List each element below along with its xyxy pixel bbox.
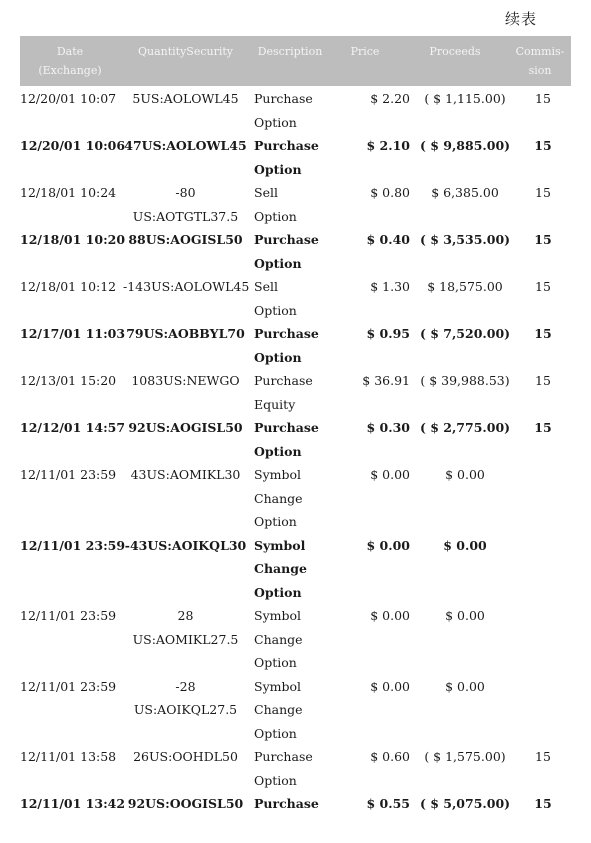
cell-date: 12/11/01 23:59 (20, 678, 117, 694)
cell-description: Purchase (254, 749, 313, 764)
cell-proceeds: $ 18,575.00 (427, 279, 503, 294)
cell-date: 12/11/01 13:42 (20, 796, 126, 811)
cell-proceeds: $ 0.00 (445, 608, 485, 623)
cell-description: Sell (254, 279, 278, 294)
cell-description: Option (254, 725, 297, 741)
cell-quantity: -143US:AOLOWL45 (123, 279, 250, 294)
cell-quantity: 5US:AOLOWL45 (132, 91, 239, 106)
cell-description: Option (254, 255, 302, 271)
header-commission-line1: Commis- (515, 45, 565, 58)
continued-label: 续表 (505, 10, 538, 28)
cell-price: $ 1.30 (370, 279, 410, 294)
cell-price: $ 0.30 (366, 420, 410, 435)
cell-description: Equity (254, 396, 296, 412)
cell-proceeds: $ 0.00 (445, 678, 485, 694)
cell-description: Purchase (254, 796, 319, 811)
cell-description: Purchase (254, 232, 319, 247)
table-header (20, 36, 571, 86)
cell-description: Option (254, 443, 302, 459)
cell-quantity: 88US:AOGISL50 (128, 232, 243, 247)
header-quantity: QuantitySecurity (137, 45, 234, 58)
cell-commission: 15 (534, 138, 552, 153)
header-date (20, 42, 120, 80)
cell-proceeds: $ 0.00 (443, 537, 487, 553)
cell-date: 12/18/01 10:24 (20, 185, 117, 200)
header-date-line2: (Exchange) (38, 64, 102, 77)
cell-description: Purchase (254, 326, 319, 341)
cell-proceeds: ( $ 9,885.00) (419, 138, 511, 153)
cell-commission: 15 (535, 373, 551, 388)
header-commission (510, 42, 570, 80)
cell-date: 12/11/01 23:59 (20, 537, 126, 553)
cell-quantity: 43US:AOMIKL30 (130, 467, 241, 482)
cell-proceeds: ( $ 3,535.00) (419, 232, 511, 247)
cell-date: 12/18/01 10:12 (20, 279, 117, 294)
cell-date: 12/18/01 10:20 (20, 232, 126, 247)
cell-proceeds: ( $ 1,575.00) (424, 749, 506, 764)
cell-proceeds: ( $ 7,520.00) (419, 326, 511, 341)
cell-price: $ 0.95 (366, 326, 410, 341)
cell-description: Option (254, 772, 297, 788)
header-commission-line2: sion (528, 64, 552, 77)
cell-description: Option (254, 349, 302, 365)
cell-price: $ 0.00 (370, 678, 410, 694)
header-proceeds: Proceeds (429, 45, 481, 58)
cell-quantity: 28 (177, 608, 194, 623)
cell-price: $ 0.60 (370, 749, 410, 764)
cell-commission: 15 (534, 796, 552, 811)
cell-price: $ 0.40 (366, 232, 410, 247)
cell-quantity: 47US:AOLOWL45 (124, 138, 247, 153)
cell-description: Purchase (254, 420, 319, 435)
cell-description: Option (254, 302, 297, 318)
cell-commission: 15 (535, 749, 551, 764)
cell-description: Purchase (254, 138, 319, 153)
cell-date: 12/20/01 10:07 (20, 91, 117, 106)
cell-price: $ 2.10 (366, 138, 410, 153)
cell-commission: 15 (535, 91, 551, 106)
cell-quantity: 1083US:NEWGO (131, 373, 240, 388)
cell-commission: 15 (534, 232, 552, 247)
cell-commission: 15 (535, 279, 551, 294)
cell-description: Sell (254, 185, 278, 200)
cell-description: Option (254, 114, 297, 130)
cell-commission: 15 (534, 326, 552, 341)
cell-quantity: 26US:OOHDL50 (133, 749, 238, 764)
cell-quantity: 92US:OOGISL50 (127, 796, 244, 811)
cell-quantity: 92US:AOGISL50 (128, 420, 243, 435)
cell-description: Purchase (254, 373, 313, 388)
cell-quantity: -28 (175, 678, 196, 694)
cell-proceeds: ( $ 1,115.00) (424, 91, 506, 106)
cell-quantity: -43US:AOIKQL30 (124, 537, 247, 553)
cell-proceeds: ( $ 5,075.00) (419, 796, 511, 811)
cell-price: $ 36.91 (362, 373, 410, 388)
cell-description: Symbol (254, 678, 302, 694)
cell-description: Option (254, 208, 297, 224)
cell-proceeds: ( $ 2,775.00) (419, 420, 511, 435)
cell-description: Symbol (254, 467, 302, 482)
cell-date: 12/11/01 23:59 (20, 608, 117, 623)
cell-date: 12/11/01 13:58 (20, 749, 117, 764)
cell-price: $ 0.00 (370, 467, 410, 482)
header-price: Price (350, 45, 380, 58)
cell-description: Change (254, 631, 303, 647)
cell-description: Change (254, 490, 303, 506)
cell-price: $ 2.20 (370, 91, 410, 106)
cell-commission: 15 (535, 185, 551, 200)
cell-quantity: US:AOTGTL37.5 (132, 208, 239, 224)
cell-quantity: 79US:AOBBYL70 (126, 326, 245, 341)
cell-description: Option (254, 514, 297, 529)
cell-quantity: -80 (175, 185, 196, 200)
cell-description: Option (254, 655, 297, 670)
cell-description: Purchase (254, 91, 313, 106)
cell-proceeds: $ 0.00 (445, 467, 485, 482)
cell-proceeds: $ 6,385.00 (431, 185, 499, 200)
cell-quantity: US:AOMIKL27.5 (132, 631, 239, 647)
cell-price: $ 0.00 (366, 537, 410, 553)
header-date-line1: Date (56, 45, 84, 58)
cell-date: 12/11/01 23:59 (20, 467, 117, 482)
cell-date: 12/13/01 15:20 (20, 373, 117, 388)
cell-price: $ 0.80 (370, 185, 410, 200)
cell-description: Symbol (254, 537, 306, 553)
cell-date: 12/17/01 11:03 (20, 326, 126, 341)
cell-price: $ 0.00 (370, 608, 410, 623)
cell-description: Option (254, 584, 302, 600)
header-description: Description (257, 45, 323, 58)
cell-price: $ 0.55 (366, 796, 410, 811)
cell-description: Change (254, 702, 303, 717)
cell-proceeds: ( $ 39,988.53) (420, 373, 510, 388)
cell-description: Change (254, 561, 307, 576)
cell-description: Option (254, 161, 302, 177)
cell-description: Symbol (254, 608, 302, 623)
cell-commission: 15 (534, 420, 552, 435)
cell-quantity: US:AOIKQL27.5 (133, 702, 238, 717)
cell-date: 12/12/01 14:57 (20, 420, 126, 435)
cell-date: 12/20/01 10:06 (20, 138, 126, 153)
